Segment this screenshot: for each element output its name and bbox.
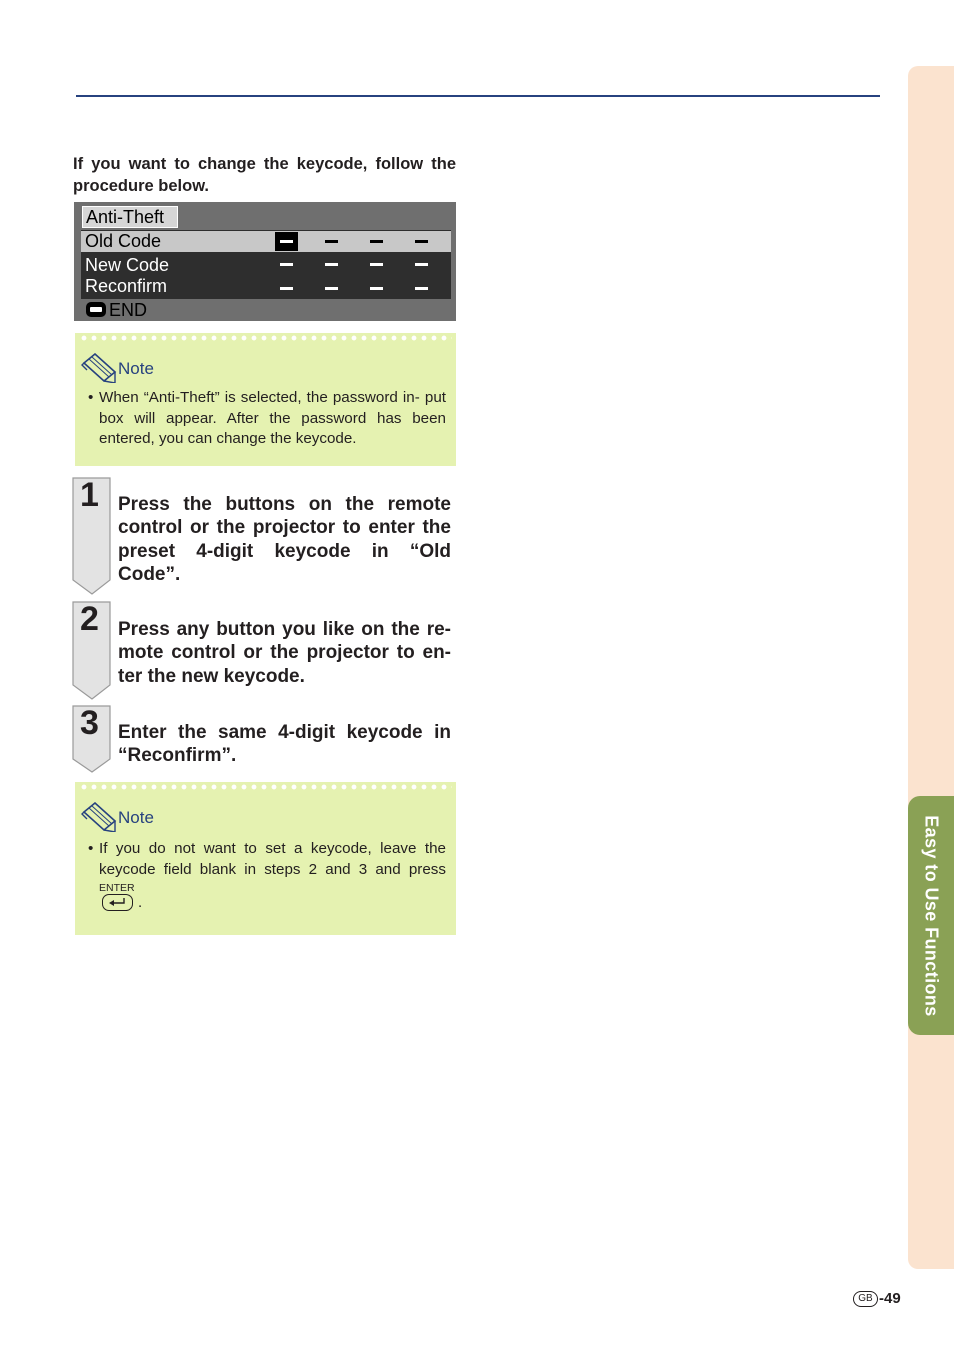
side-tab-strip (908, 66, 954, 1269)
enter-key (99, 882, 143, 911)
note-text: If you do not want to set a keycode, leave the keycode field blank in steps 2 and 3 and press (99, 840, 446, 878)
digit-dash (325, 240, 338, 243)
osd-title: Anti-Theft (82, 206, 178, 228)
digit-dash (370, 240, 383, 243)
osd-row-old-code (81, 231, 451, 252)
note-bullet-item (88, 839, 446, 880)
step-number: 1 (80, 476, 99, 514)
step-instruction: Press the buttons on the remote control or the projector to enter the preset 4-digit keycode in “Old Code”. (118, 494, 451, 586)
note-text: When “Anti-Theft” is selected, the password in- put box will appear. After the password has been entered, you can change the keycode. (99, 389, 446, 448)
header-rule (76, 95, 880, 97)
side-tab-label: Easy to Use Functions (921, 815, 942, 1017)
step-3 (72, 705, 462, 775)
page-number-text: -49 (879, 1290, 901, 1307)
osd-row-label: Old Code (85, 231, 162, 251)
enter-key-label: ENTER (99, 882, 135, 894)
osd-row-label: Reconfirm (85, 276, 168, 296)
step-number: 3 (80, 704, 99, 742)
note-title: Note (118, 808, 154, 827)
osd-row-reconfirm (81, 276, 451, 297)
digit-dash (370, 287, 383, 290)
digit-dash (370, 263, 383, 266)
step-number: 2 (80, 600, 99, 638)
digit-dash (415, 240, 428, 243)
intro-paragraph: If you want to change the keycode, follow the procedure below. (73, 155, 456, 195)
pencil-note-icon (81, 802, 117, 832)
osd-panel (81, 230, 451, 299)
return-button-icon (86, 302, 106, 317)
gb-region-badge: GB (853, 1291, 878, 1307)
digit-dash (415, 263, 428, 266)
note-title: Note (118, 359, 154, 378)
digit-dash (415, 287, 428, 290)
input-cursor (275, 232, 298, 251)
enter-button-icon (102, 894, 133, 911)
digit-dash (280, 263, 293, 266)
step-instruction: Enter the same 4-digit keycode in “Reconfirm”. (118, 722, 451, 767)
note-box (75, 782, 456, 935)
pencil-note-icon (81, 353, 117, 383)
bullet: • (88, 840, 94, 857)
osd-screen (74, 202, 456, 321)
step-1 (72, 477, 462, 597)
step-instruction: Press any button you like on the re- mote control or the projector to en- ter the new keycode. (118, 619, 451, 687)
digit-dash (325, 287, 338, 290)
step-2 (72, 601, 462, 703)
sentence-period: . (138, 894, 143, 911)
digit-dash (280, 287, 293, 290)
note-box (75, 333, 456, 466)
osd-row-label: New Code (85, 255, 170, 275)
digit-dash (325, 263, 338, 266)
bullet: • (88, 389, 94, 406)
note-bullet-item (88, 388, 446, 450)
end-label: END (109, 300, 148, 320)
osd-row-new-code (81, 255, 451, 276)
